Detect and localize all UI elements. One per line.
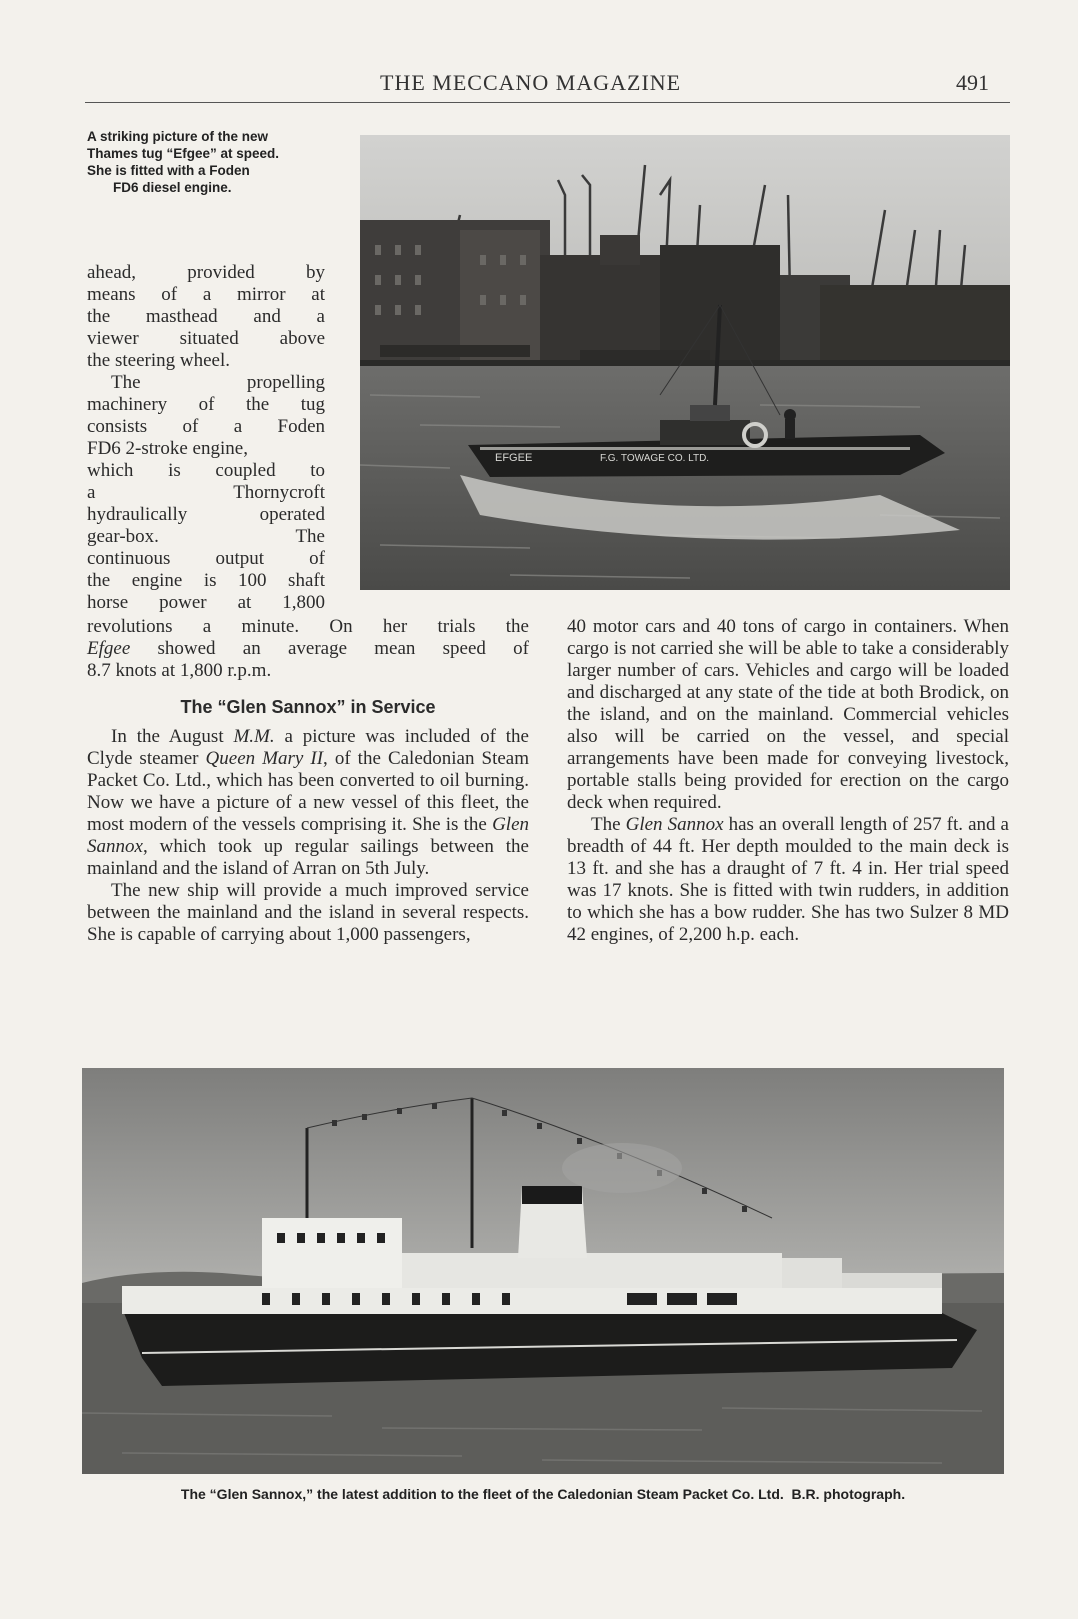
tug-efgee-photo — [360, 135, 1010, 590]
text-line: viewer situated above — [87, 328, 325, 349]
text-line: horse power at 1,800 — [87, 592, 325, 613]
paragraph: 40 motor cars and 40 tons of cargo in containers. When cargo is not carried she will be able to take a considerably larger number of cars. Vehicles and cargo will be loaded and discharged at any state of the tide at both Brodick, on the island, and on the mainland. Commercial vehicles also will be carried on the vessel, and special arrangements have been made for conveying livestock, portable stalls being provided for erection on the cargo deck when required. — [567, 616, 1009, 813]
narrow-text-column — [87, 262, 325, 614]
text-line: the engine is 100 shaft — [87, 570, 325, 591]
text-line: machinery of the tug — [87, 394, 325, 415]
vessel-name-glen-sannox: Glen Sannox — [625, 814, 724, 835]
paragraph: The new ship will provide a much improved service between the mainland and the island in several respects. She is capable of carrying about 1,000 passengers, — [87, 880, 529, 945]
vessel-name-glen-sannox: Glen Sannox — [87, 814, 529, 857]
text-fragment: In the August — [111, 726, 234, 747]
text-fragment: has an overall length of 257 ft. and a breadth of 44 ft. Her depth moulded to the main deck is 13 ft. and she has a draught of 7 ft. 4 in. Her trial speed was 17 knots. She is fitted with twin rudders, in addition to which she has a bow rudder. She has two Sulzer 8 MD 42 engines, of 2,200 h.p. each. — [567, 814, 1009, 945]
text-fragment: The — [591, 814, 626, 835]
caption-line: FD6 diesel engine. — [113, 180, 232, 195]
text-fragment: , which took up regular sailings between the mainland and the island of Arran on 5th July. — [87, 836, 529, 879]
magazine-abbrev: M.M. — [233, 726, 275, 747]
text-line: a Thornycroft — [87, 482, 325, 503]
text-fragment: showed an average mean speed of — [130, 638, 529, 659]
tug-hull-name: EFGEE — [495, 452, 533, 464]
caption-line: She is fitted with a Foden — [87, 163, 250, 178]
ship-photo-illustration — [82, 1068, 1004, 1474]
magazine-title: THE MECCANO MAGAZINE — [380, 70, 682, 95]
text-line — [87, 638, 529, 660]
page-number: 491 — [956, 70, 989, 95]
left-text-column — [87, 616, 529, 946]
text-line: the masthead and a — [87, 306, 325, 327]
text-fragment: , of the Caledonian Steam Packet Co. Ltd., which has been converted to oil burning. Now we have a picture of a new vessel of this fleet, the most modern of the vessels comprising it. She is the — [87, 748, 529, 835]
caption-line: Thames tug “Efgee” at speed. — [87, 146, 280, 161]
text-line: continuous output of — [87, 548, 325, 569]
paragraph — [87, 726, 529, 880]
tug-photo-caption — [87, 128, 332, 196]
glen-sannox-photo — [82, 1068, 1004, 1474]
text-fragment: a picture was included of the Clyde steamer — [87, 726, 529, 769]
section-heading: The “Glen Sannox” in Service — [180, 697, 436, 717]
vessel-name-queen-mary: Queen Mary II — [205, 748, 324, 769]
photo-credit: B.R. photograph. — [791, 1486, 906, 1502]
text-line: The propelling — [111, 372, 325, 393]
text-line: the steering wheel. — [87, 350, 230, 371]
text-line: FD6 2-stroke engine, — [87, 438, 248, 459]
header-rule — [85, 102, 1010, 103]
caption-line: A striking picture of the new — [87, 129, 269, 144]
text-line: consists of a Foden — [87, 416, 325, 437]
text-line: 8.7 knots at 1,800 r.p.m. — [87, 660, 272, 681]
tug-photo-illustration — [360, 135, 1010, 590]
right-text-column — [567, 616, 1009, 946]
text-line: which is coupled to — [87, 460, 325, 481]
tug-hull-company: F.G. TOWAGE CO. LTD. — [600, 453, 710, 464]
vessel-name-efgee: Efgee — [87, 638, 131, 659]
text-line: means of a mirror at — [87, 284, 325, 305]
text-line: revolutions a minute. On her trials the — [87, 616, 529, 637]
ship-photo-caption — [82, 1486, 1004, 1502]
text-line: gear-box. The — [87, 526, 325, 547]
paragraph — [567, 814, 1009, 946]
text-line: hydraulically operated — [87, 504, 325, 525]
text-line: ahead, provided by — [87, 262, 325, 283]
caption-text: The “Glen Sannox,” the latest addition to the fleet of the Caledonian Steam Packet Co. Ltd. — [180, 1486, 784, 1502]
